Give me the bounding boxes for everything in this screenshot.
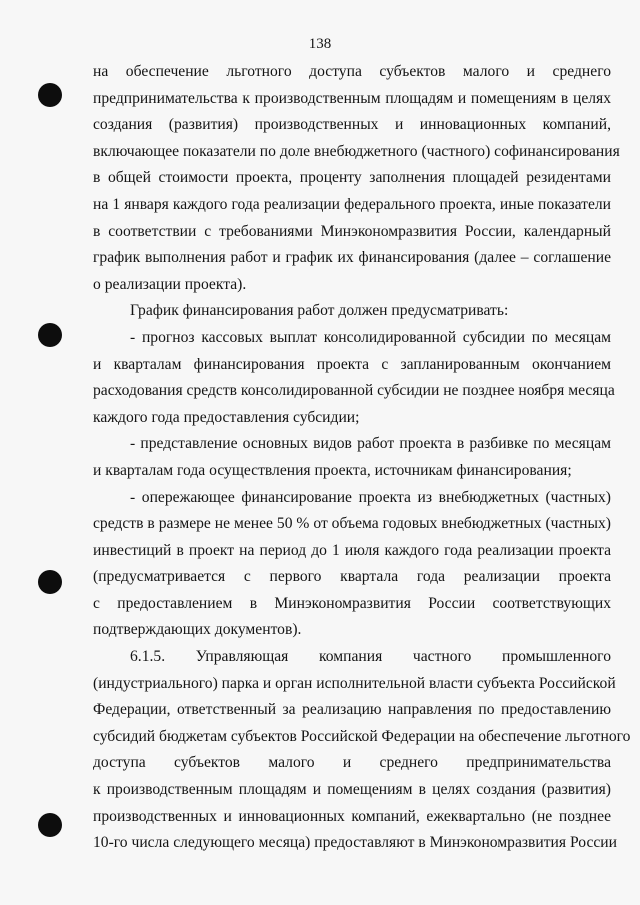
punch-hole-4: [38, 813, 62, 837]
text-line: создания (развития) производственных и инновационных компаний,: [93, 116, 611, 134]
section-number-line: 6.1.5. Управляющая компания частного промышленного: [130, 648, 611, 666]
text-line: - прогноз кассовых выплат консолидированной субсидии по месяцам: [130, 328, 611, 346]
text-line: к производственным площадям и помещениям в целях создания (развития): [93, 781, 611, 799]
punch-hole-1: [38, 83, 62, 107]
text-line: - опережающее финансирование проекта из внебюджетных (частных): [130, 488, 611, 506]
text-line: (предусматривается с первого квартала года реализации проекта: [93, 568, 611, 586]
page-number: 138: [308, 36, 332, 52]
text-line: инвестиций в проект на период до 1 июля каждого года реализации проекта: [93, 541, 611, 559]
punch-hole-2: [38, 323, 62, 347]
text-line: - представление основных видов работ проекта в разбивке по месяцам: [130, 435, 611, 453]
text-line: средств в размере не менее 50 % от объема годовых внебюджетных (частных): [93, 515, 611, 533]
text-line: и кварталам года осуществления проекта, источникам финансирования;: [93, 461, 572, 479]
text-line: (индустриального) парка и орган исполнительной власти субъекта Российской: [93, 674, 616, 692]
text-line: каждого года предоставления субсидии;: [93, 408, 360, 426]
text-line: о реализации проекта).: [93, 275, 247, 293]
text-line: производственных и инновационных компаний, ежеквартально (не позднее: [93, 807, 611, 825]
document-body: [93, 59, 631, 857]
punch-hole-3: [38, 570, 62, 594]
text-line: Федерации, ответственный за реализацию направления по предоставлению: [93, 701, 611, 719]
text-line: график выполнения работ и график их финансирования (далее – соглашение: [93, 249, 611, 267]
text-line: предпринимательства к производственным площадям и помещениям в целях: [93, 89, 611, 107]
text-line: подтверждающих документов).: [93, 621, 302, 639]
text-line: и кварталам финансирования проекта с запланированным окончанием: [93, 355, 611, 373]
text-line: в соответствии с требованиями Минэкономразвития России, календарный: [93, 222, 611, 240]
text-line: расходования средств консолидированной субсидии не позднее ноября месяца: [93, 382, 615, 400]
text-line: в общей стоимости проекта, проценту заполнения площадей резидентами: [93, 169, 611, 187]
text-line: субсидий бюджетам субъектов Российской Федерации на обеспечение льготного: [93, 727, 631, 745]
text-line: включающее показатели по доле внебюджетного (частного) софинансирования: [93, 142, 620, 160]
text-line: доступа субъектов малого и среднего предпринимательства: [93, 754, 611, 772]
text-line: с предоставлением в Минэкономразвития России соответствующих: [93, 594, 611, 612]
text-line: на обеспечение льготного доступа субъектов малого и среднего: [93, 63, 611, 80]
text-line: на 1 января каждого года реализации федерального проекта, иные показатели: [93, 195, 611, 213]
paragraph-heading: График финансирования работ должен предусматривать:: [130, 302, 509, 320]
text-line: 10-го числа следующего месяца) предоставляют в Минэкономразвития России: [93, 834, 617, 852]
